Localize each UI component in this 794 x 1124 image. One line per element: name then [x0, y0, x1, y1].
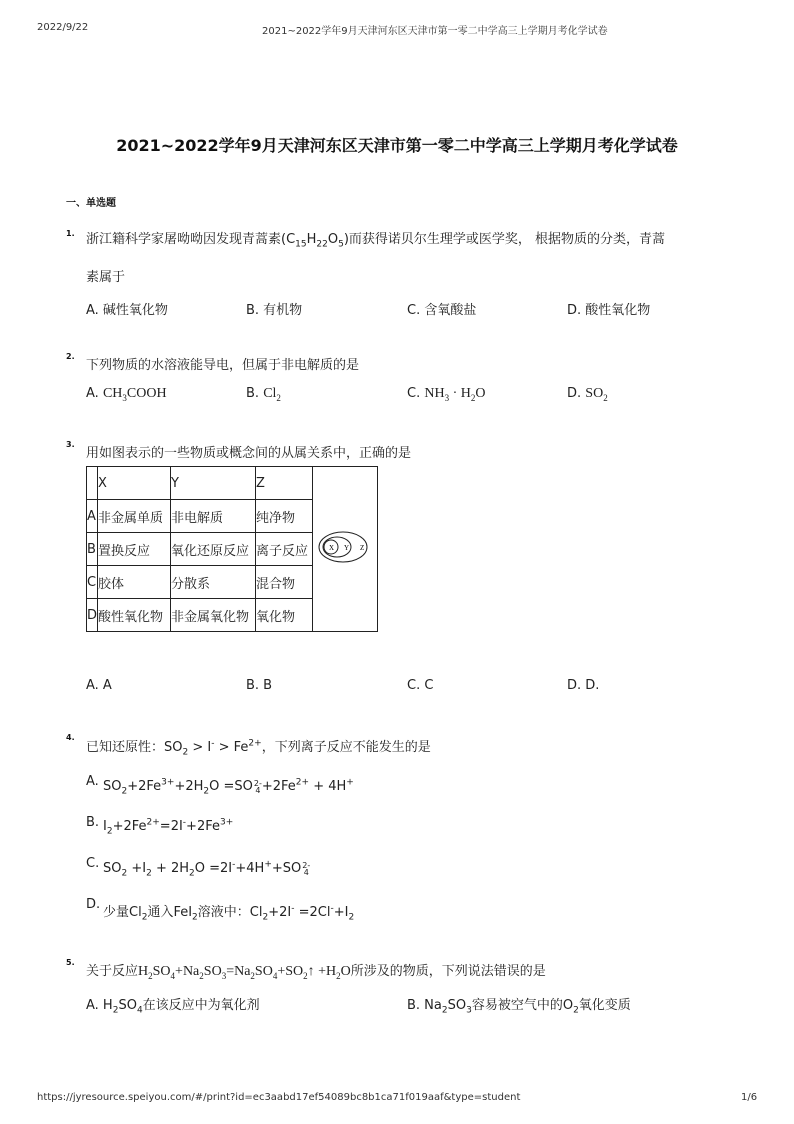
- header-date: 2022/9/22: [37, 22, 89, 33]
- table-cell: 胶体: [98, 566, 171, 599]
- table-cell: A: [87, 500, 98, 533]
- q2-option-c[interactable]: C. $NH_3 \cdot H_2O$: [407, 386, 486, 403]
- table-cell: 离子反应: [256, 533, 313, 566]
- q5-option-a[interactable]: A. $H_2SO_4$在该反应中为氧化剂: [86, 998, 260, 1016]
- table-header-row: [87, 467, 378, 500]
- header-doc-title: 2021~2022学年9月天津河东区天津市第一零二中学高三上学期月考化学试卷: [262, 26, 608, 37]
- question-number-5: 5.: [66, 958, 75, 967]
- q1-option-d[interactable]: D. 酸性氧化物: [567, 303, 651, 318]
- q4-option-b-label[interactable]: B.: [86, 815, 100, 830]
- diagram-label-y: Y: [344, 544, 350, 552]
- page-title: 2021~2022学年9月天津河东区天津市第一零二中学高三上学期月考化学试卷: [116, 136, 678, 155]
- q2-option-d[interactable]: D. $SO_2$: [567, 386, 608, 403]
- question-5-stem: 关于反应$H_2SO_4+Na_2SO_3=Na_2SO_4+SO_2↑ +H_2O$所涉及的物质，下列说法错误的是: [86, 964, 546, 981]
- section-heading: 一、单选题: [66, 198, 116, 209]
- diagram-label-z: Z: [360, 544, 365, 552]
- q4-option-d[interactable]: 少量$Cl_2$通入FeI$_2$溶液中：$Cl_2+2I^- =2Cl^-+I_2$: [103, 903, 355, 923]
- q5-option-b[interactable]: B. $Na_2SO_3$容易被空气中的$O_2$氧化变质: [407, 998, 631, 1016]
- table-cell: 非金属单质: [98, 500, 171, 533]
- q4-option-c[interactable]: $SO_2 +I_2 + 2H_2O =2I^-+4H^++SO$ 2- 4: [103, 859, 311, 879]
- table-cell: 分散系: [171, 566, 256, 599]
- q2-option-b[interactable]: B. $Cl_2$: [246, 386, 281, 403]
- q2-option-a[interactable]: A. $CH_3COOH$: [86, 386, 167, 403]
- table-cell: 纯净物: [256, 500, 313, 533]
- q3-option-d[interactable]: D. D.: [567, 678, 600, 693]
- table-cell: 非电解质: [171, 500, 256, 533]
- question-1-stem-line2: 素属于: [86, 270, 126, 285]
- question-2-stem: 下列物质的水溶液能导电，但属于非电解质的是: [86, 358, 360, 373]
- q4-option-c-label[interactable]: C.: [86, 856, 100, 871]
- q4-option-a[interactable]: $SO_2+2Fe^{3+}+2H_2O =SO$ 2- 4 $+2Fe^{2+} + 4H^+$: [103, 777, 354, 797]
- table-cell: 非金属氧化物: [171, 599, 256, 632]
- q4-option-b[interactable]: $I_2+2Fe^{2+}=2I^-+2Fe^{3+}$: [103, 817, 234, 837]
- q4-option-d-label[interactable]: D.: [86, 897, 101, 912]
- question-3-table: [86, 466, 378, 632]
- table-cell: 酸性氧化物: [98, 599, 171, 632]
- question-number-4: 4.: [66, 733, 75, 742]
- diagram-cell: [313, 467, 378, 632]
- footer-page-number: 1/6: [741, 1092, 758, 1103]
- table-header-y: Y: [171, 467, 256, 500]
- table-cell: 氧化还原反应: [171, 533, 256, 566]
- q1-option-b[interactable]: B. 有机物: [246, 303, 303, 318]
- table-header-x: X: [98, 467, 171, 500]
- question-number-3: 3.: [66, 440, 75, 449]
- question-number-1: 1.: [66, 229, 75, 238]
- diagram-label-x: X: [329, 544, 335, 552]
- table-header-z: Z: [256, 467, 313, 500]
- q1-option-a[interactable]: A. 碱性氧化物: [86, 303, 168, 318]
- q3-option-b[interactable]: B. B: [246, 678, 273, 693]
- nested-sets-diagram: [315, 529, 375, 565]
- footer-url[interactable]: https://jyresource.speiyou.com/#/print?id=ec3aabd17ef54089bc8b1ca71f019aaf&type=student: [37, 1092, 521, 1103]
- question-4-stem: 已知还原性：$SO_2 > I^- > Fe^{2+}$，下列离子反应不能发生的是: [86, 738, 431, 758]
- table-cell: C: [87, 566, 98, 599]
- question-1-stem-line1: 浙江籍科学家屠呦呦因发现青蒿素$(C_{15}H_{22}O_5)$而获得诺贝尔生理学或医学奖， 根据物质的分类，青蒿: [86, 232, 666, 250]
- question-3-stem: 用如图表示的一些物质或概念间的从属关系中，正确的是: [86, 446, 412, 461]
- table-cell: 混合物: [256, 566, 313, 599]
- q3-option-c[interactable]: C. C: [407, 678, 434, 693]
- q3-option-a[interactable]: A. A: [86, 678, 112, 693]
- table-cell: [87, 467, 98, 500]
- table-cell: D: [87, 599, 98, 632]
- table-cell: 置换反应: [98, 533, 171, 566]
- table-cell: 氧化物: [256, 599, 313, 632]
- table-cell: B: [87, 533, 98, 566]
- q1-option-c[interactable]: C. 含氧酸盐: [407, 303, 477, 318]
- q4-option-a-label[interactable]: A.: [86, 774, 99, 789]
- question-number-2: 2.: [66, 352, 75, 361]
